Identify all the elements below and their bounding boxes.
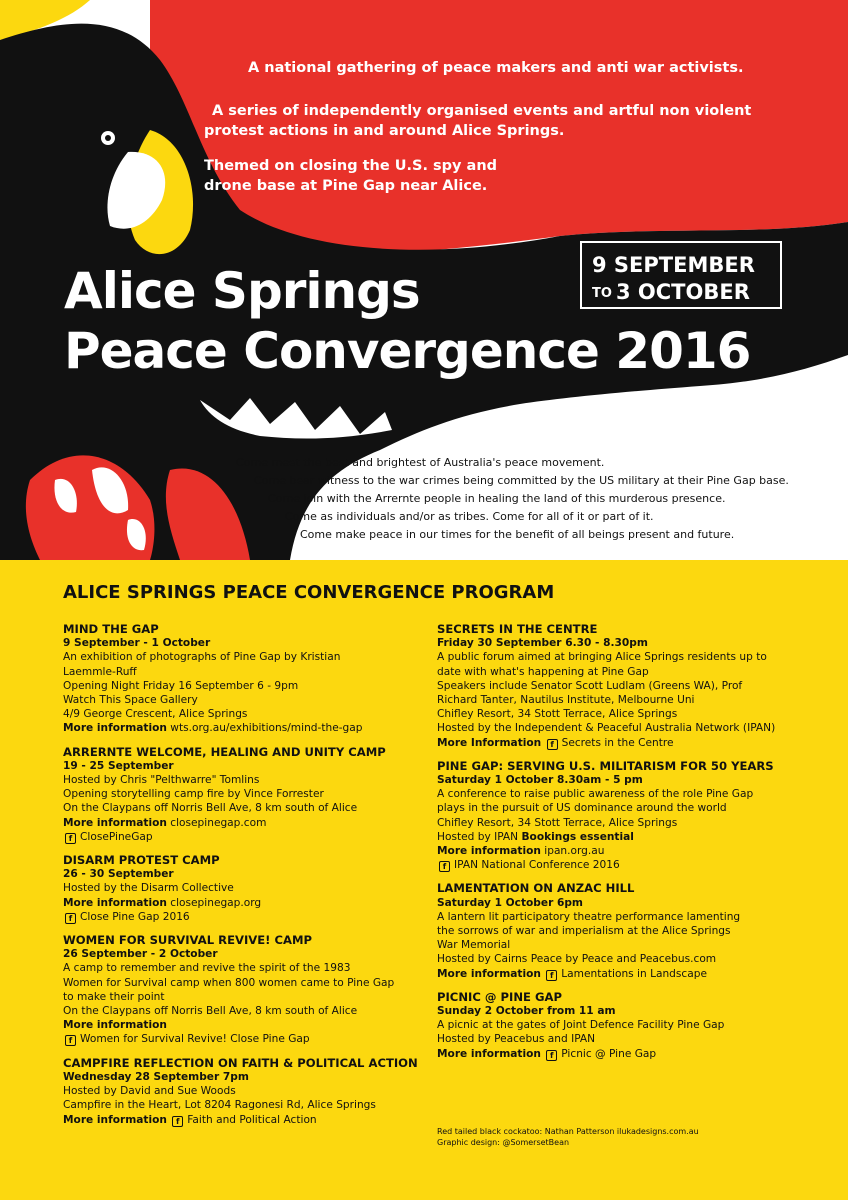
- event-link-text[interactable]: ClosePineGap: [80, 830, 153, 843]
- event-detail-line: [437, 938, 797, 952]
- program-heading: ALICE SPRINGS PEACE CONVERGENCE PROGRAM: [63, 582, 555, 603]
- event-detail-text: Chifley Resort, 34 Stott Terrace, Alice Springs: [437, 708, 678, 721]
- facebook-icon: f: [546, 970, 557, 981]
- event-detail-line: [437, 801, 797, 815]
- event-detail-text[interactable]: closepinegap.org: [166, 896, 262, 909]
- event-detail-line: [63, 1004, 423, 1018]
- event-link-text[interactable]: Picnic @ Pine Gap: [561, 1047, 657, 1060]
- event-detail-line: [63, 1113, 423, 1127]
- event-detail-line: [437, 707, 797, 721]
- more-information-label: More information: [63, 1113, 167, 1126]
- event-date: 26 - 30 September: [63, 868, 174, 881]
- event-detail-line: [437, 721, 797, 735]
- date-box: [580, 241, 782, 309]
- program-event: [63, 853, 423, 924]
- event-detail-text[interactable]: closepinegap.com: [166, 816, 267, 829]
- event-detail-line: [63, 881, 423, 895]
- facebook-icon: f: [547, 739, 558, 750]
- program-event: [437, 622, 797, 750]
- intro-line: drone base at Pine Gap near Alice.: [204, 178, 488, 194]
- facebook-icon: f: [65, 913, 76, 924]
- event-date: Wednesday 28 September 7pm: [63, 1070, 249, 1083]
- event-link-text[interactable]: Lamentations in Landscape: [561, 967, 707, 980]
- event-detail-text: Laemmle-Ruff: [63, 665, 137, 678]
- event-detail-line: [437, 830, 797, 844]
- event-detail-line: [437, 1018, 797, 1032]
- eye-pupil: [105, 135, 111, 141]
- program-event: [437, 759, 797, 873]
- event-detail-text: Richard Tanter, Nautilus Institute, Melbourne Uni: [437, 694, 695, 707]
- bookings-note: Bookings essential: [521, 830, 634, 843]
- event-detail-line: [437, 1032, 797, 1046]
- event-detail-text: Hosted by the Independent & Peaceful Australia Network (IPAN): [437, 722, 776, 735]
- event-detail-text: Hosted by David and Sue Woods: [63, 1085, 236, 1098]
- intro-line: protest actions in and around Alice Springs.: [204, 123, 565, 139]
- event-detail-line: [63, 650, 423, 664]
- event-detail-line: [437, 650, 797, 664]
- event-date: Friday 30 September 6.30 - 8.30pm: [437, 637, 648, 650]
- event-detail-text: Watch This Space Gallery: [63, 694, 198, 707]
- event-detail-text: A picnic at the gates of Joint Defence Facility Pine Gap: [437, 1019, 725, 1032]
- event-title: SECRETS IN THE CENTRE: [437, 622, 598, 636]
- intro-line: Themed on closing the U.S. spy and: [204, 158, 498, 174]
- more-information-label: More information: [63, 816, 167, 829]
- event-detail-line: [437, 952, 797, 966]
- facebook-icon: f: [546, 1050, 557, 1061]
- event-detail-text: Hosted by IPAN: [437, 830, 522, 843]
- event-detail-text: Opening storytelling camp fire by Vince Forrester: [63, 788, 324, 801]
- event-detail-line: [63, 976, 423, 990]
- event-detail-line: [63, 1084, 423, 1098]
- more-information-label: More information: [437, 967, 541, 980]
- event-title: ARRERNTE WELCOME, HEALING AND UNITY CAMP: [63, 744, 386, 759]
- event-detail-text[interactable]: wts.org.au/exhibitions/mind-the-gap: [166, 722, 363, 735]
- program-column-right: [437, 622, 797, 1070]
- event-detail-line: [437, 924, 797, 938]
- event-link-text[interactable]: IPAN National Conference 2016: [454, 859, 620, 872]
- event-title: DISARM PROTEST CAMP: [63, 853, 220, 868]
- event-detail-line: [63, 787, 423, 801]
- event-detail-text: Hosted by Peacebus and IPAN: [437, 1033, 596, 1046]
- more-information-label: More information: [437, 1047, 541, 1060]
- hero-banner: [0, 0, 848, 560]
- more-information-label: More information: [63, 896, 167, 909]
- event-detail-line: [63, 816, 423, 830]
- program-event: [437, 881, 797, 980]
- facebook-icon: f: [439, 861, 450, 872]
- event-detail-text: On the Claypans off Norris Bell Ave, 8 km south of Alice: [63, 802, 358, 815]
- event-detail-line: [437, 736, 797, 750]
- date-end: 3 OCTOBER: [616, 280, 750, 304]
- event-title: PINE GAP: SERVING U.S. MILITARISM FOR 50 YEARS: [437, 758, 774, 773]
- event-date: 9 September - 1 October: [63, 637, 211, 650]
- event-detail-line: [63, 910, 423, 924]
- event-detail-line: [63, 896, 423, 910]
- event-detail-text: An exhibition of photographs of Pine Gap by Kristian: [63, 651, 341, 664]
- event-detail-text: to make their point: [63, 990, 165, 1003]
- facebook-icon: f: [172, 1116, 183, 1127]
- event-detail-line: [63, 665, 423, 679]
- program-event: [63, 745, 423, 844]
- event-detail-text: Campfire in the Heart, Lot 8204 Ragonesi Rd, Alice Springs: [63, 1099, 376, 1112]
- event-detail-text: A conference to raise public awareness of the role Pine Gap: [437, 788, 754, 801]
- event-title: MIND THE GAP: [63, 622, 159, 636]
- event-title: WOMEN FOR SURVIVAL REVIVE! CAMP: [63, 933, 313, 948]
- event-detail-line: [63, 721, 423, 735]
- event-detail-line: [437, 1047, 797, 1061]
- intro-line: A national gathering of peace makers and anti war activists.: [248, 60, 744, 76]
- event-detail-line: [437, 858, 797, 872]
- event-date: Saturday 1 October 6pm: [437, 896, 583, 909]
- event-title: LAMENTATION ON ANZAC HILL: [437, 881, 635, 896]
- statement-line: Come join with the Arrernte people in healing the land of this murderous presence.: [268, 492, 726, 505]
- event-date: Saturday 1 October 8.30am - 5 pm: [437, 774, 643, 787]
- intro-line: A series of independently organised events and artful non violent: [212, 103, 752, 119]
- event-detail-text: Hosted by the Disarm Collective: [63, 882, 234, 895]
- event-detail-text: Chifley Resort, 34 Stott Terrace, Alice Springs: [437, 816, 678, 829]
- event-detail-text[interactable]: ipan.org.au: [540, 845, 605, 858]
- program-event: [63, 622, 423, 736]
- program-event: [437, 990, 797, 1061]
- event-detail-line: [437, 910, 797, 924]
- poster-title-line1: Alice Springs: [64, 262, 420, 320]
- date-to: TO: [592, 286, 612, 301]
- more-information-label: More information: [437, 845, 541, 858]
- statement-line: Come meet the best and brightest of Australia's peace movement.: [236, 456, 605, 469]
- program-section: [0, 560, 848, 1200]
- event-detail-line: [63, 961, 423, 975]
- event-detail-line: [63, 990, 423, 1004]
- event-link-text[interactable]: Secrets in the Centre: [561, 736, 674, 749]
- more-information-label: More Information: [437, 736, 542, 749]
- event-detail-text: Hosted by Chris "Pelthwarre" Tomlins: [63, 774, 260, 787]
- program-event: [63, 1056, 423, 1127]
- poster-title-line2: Peace Convergence 2016: [64, 322, 751, 380]
- event-detail-line: [63, 707, 423, 721]
- event-date: 26 September - 2 October: [63, 948, 218, 961]
- event-date: 19 - 25 September: [63, 759, 174, 772]
- event-detail-line: [63, 830, 423, 844]
- event-detail-line: [63, 1032, 423, 1046]
- event-detail-line: [437, 816, 797, 830]
- program-event: [63, 933, 423, 1047]
- program-column-left: [63, 622, 423, 1136]
- statement-line: Come as individuals and/or as tribes. Come for all of it or part of it.: [285, 510, 654, 523]
- statement-line: Come make peace in our times for the benefit of all beings present and future.: [300, 528, 735, 541]
- event-detail-text: Speakers include Senator Scott Ludlam (Greens WA), Prof: [437, 679, 743, 692]
- event-detail-line: [63, 679, 423, 693]
- event-detail-text: On the Claypans off Norris Bell Ave, 8 km south of Alice: [63, 1005, 358, 1018]
- statement-line: Come bear witness to the war crimes being committed by the US military at their Pine Gap base.: [254, 474, 789, 487]
- credit-line: Graphic design: @SomersetBean: [437, 1138, 570, 1147]
- facebook-icon: f: [65, 1035, 76, 1046]
- event-title: CAMPFIRE REFLECTION ON FAITH & POLITICAL ACTION: [63, 1055, 418, 1070]
- event-detail-text: Hosted by Cairns Peace by Peace and Peacebus.com: [437, 953, 717, 966]
- date-start: 9 SEPTEMBER: [592, 253, 755, 277]
- event-detail-line: [63, 801, 423, 815]
- event-detail-text: plays in the pursuit of US dominance around the world: [437, 802, 727, 815]
- event-detail-line: [63, 1018, 423, 1032]
- facebook-icon: f: [65, 833, 76, 844]
- event-link-text[interactable]: Women for Survival Revive! Close Pine Gap: [80, 1033, 310, 1046]
- more-information-label: More information: [63, 722, 167, 735]
- event-title: PICNIC @ PINE GAP: [437, 989, 562, 1004]
- event-detail-line: [437, 967, 797, 981]
- event-link-text[interactable]: Close Pine Gap 2016: [80, 910, 190, 923]
- event-detail-line: [63, 773, 423, 787]
- credits: [437, 1126, 699, 1148]
- event-detail-text: War Memorial: [437, 939, 511, 952]
- event-detail-line: [437, 844, 797, 858]
- credit-line: Red tailed black cockatoo: Nathan Patterson ilukadesigns.com.au: [437, 1127, 699, 1136]
- event-detail-text: 4/9 George Crescent, Alice Springs: [63, 708, 248, 721]
- event-date: Sunday 2 October from 11 am: [437, 1005, 616, 1018]
- event-detail-text: the sorrows of war and imperialism at the Alice Springs: [437, 925, 731, 938]
- event-detail-text: A public forum aimed at bringing Alice Springs residents up to: [437, 651, 767, 664]
- event-detail-line: [437, 787, 797, 801]
- more-information-label: More information: [63, 1019, 167, 1032]
- event-detail-text: A lantern lit participatory theatre performance lamenting: [437, 910, 741, 923]
- event-detail-line: [63, 693, 423, 707]
- event-detail-line: [437, 693, 797, 707]
- event-detail-text: Women for Survival camp when 800 women came to Pine Gap: [63, 976, 395, 989]
- event-link-text[interactable]: Faith and Political Action: [187, 1113, 317, 1126]
- event-detail-line: [437, 665, 797, 679]
- event-detail-line: [63, 1098, 423, 1112]
- event-detail-text: date with what's happening at Pine Gap: [437, 665, 649, 678]
- event-detail-text: A camp to remember and revive the spirit of the 1983: [63, 962, 351, 975]
- event-detail-text: Opening Night Friday 16 September 6 - 9pm: [63, 679, 299, 692]
- event-detail-line: [437, 679, 797, 693]
